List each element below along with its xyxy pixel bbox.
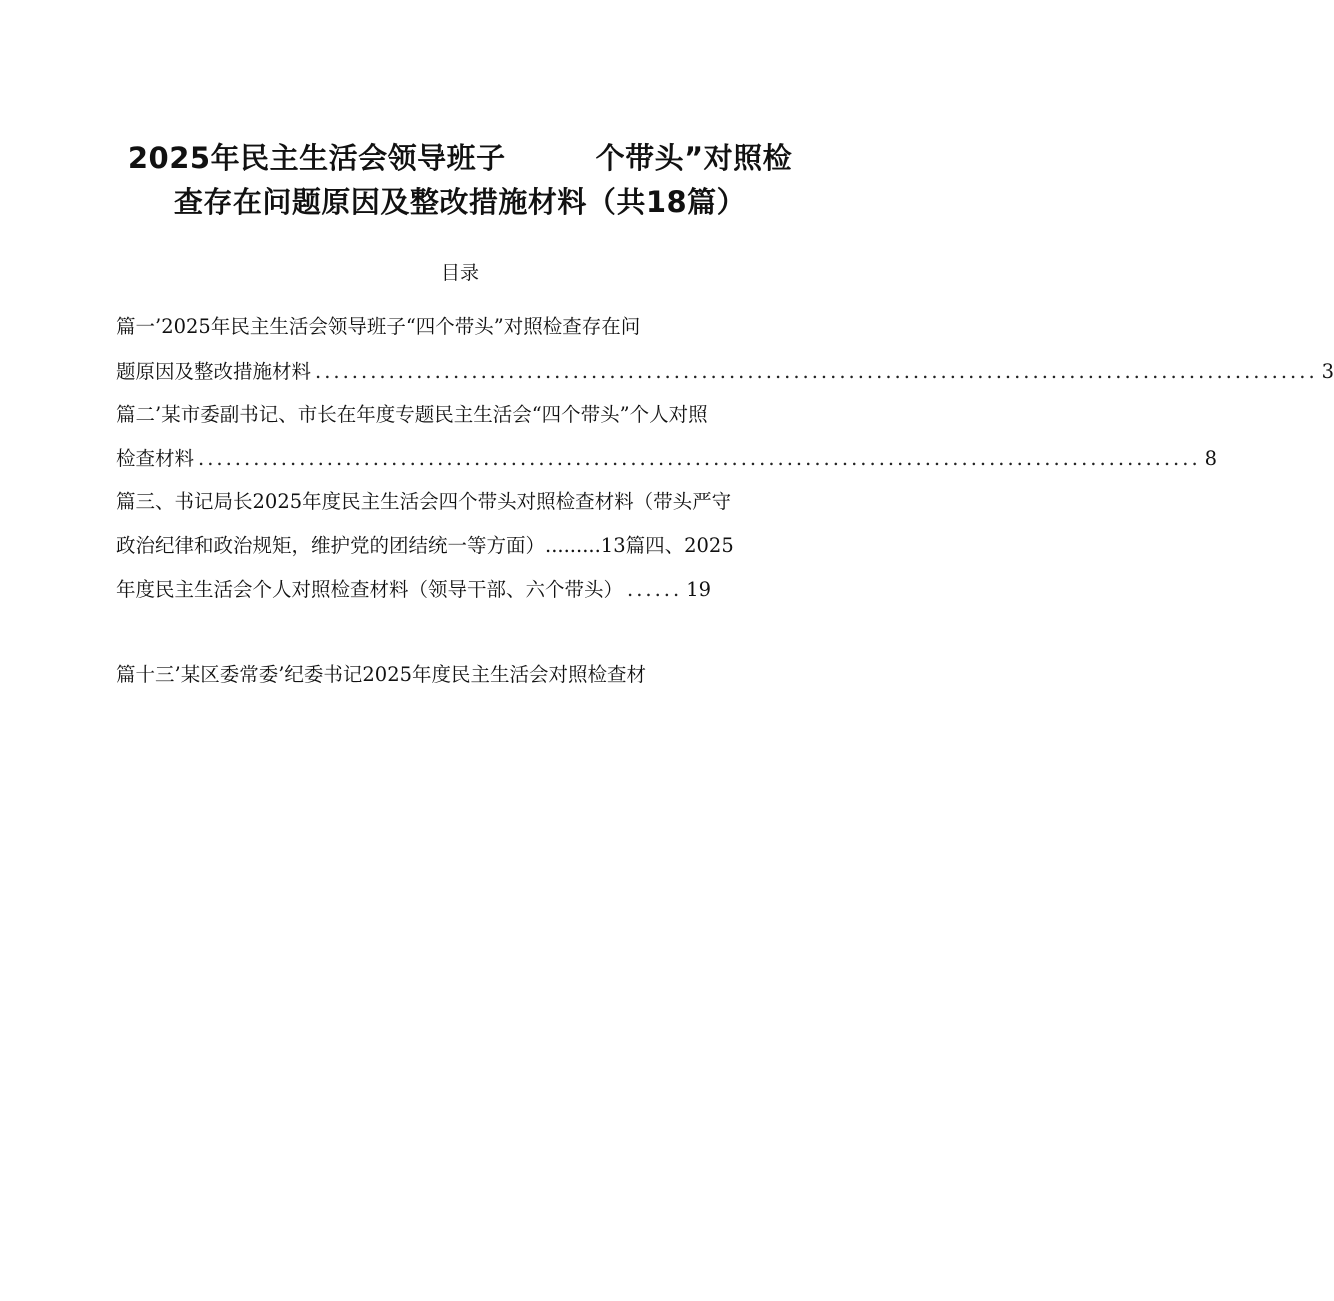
toc-entry-2-line-2 <box>116 443 1218 471</box>
toc-entry-text: 年度民主生活会个人对照检查材料（领导干部、六个带头） <box>116 578 624 601</box>
toc-entry-3-line-2: 政治纪律和政治规矩，维护党的团结统一等方面）.........13篇四、2025 <box>116 534 734 557</box>
document-title-line-2: 查存在问题原因及整改措施材料（共18篇） <box>173 185 747 219</box>
title-part-2: 个带头”对照检 <box>595 141 793 175</box>
toc-entry-1-line-1: 篇一’2025年民主生活会领导班子“四个带头”对照检查存在问 <box>116 315 641 338</box>
toc-entry-3-line-1: 篇三、书记局长2025年度民主生活会四个带头对照检查材料（带头严守 <box>116 490 732 513</box>
toc-leader-dots: ............................................................................................................. <box>315 360 1318 383</box>
toc-page-number: 3 <box>1321 360 1334 383</box>
toc-leader-dots: ............................................................................................................. <box>198 447 1201 470</box>
toc-page-number: 8 <box>1204 447 1218 470</box>
toc-leader-dots: ...... <box>627 578 683 601</box>
document-title-line-1 <box>60 136 860 177</box>
toc-entry-4-line-2 <box>116 574 838 602</box>
toc-entry-text: 题原因及整改措施材料 <box>116 360 312 383</box>
title-part-1: 2025年民主生活会领导班子 <box>127 141 506 175</box>
toc-page-number: 19 <box>686 578 712 601</box>
toc-entry-2-line-1: 篇二’某市委副书记、市长在年度专题民主生活会“四个带头”个人对照 <box>116 403 708 426</box>
toc-heading: 目录 <box>440 262 479 284</box>
toc-entry-1-line-2 <box>116 356 1334 384</box>
toc-entry-text: 检查材料 <box>116 447 195 470</box>
toc-entry-13-line-1: 篇十三’某区委常委’纪委书记2025年度民主生活会对照检查材 <box>116 663 647 686</box>
